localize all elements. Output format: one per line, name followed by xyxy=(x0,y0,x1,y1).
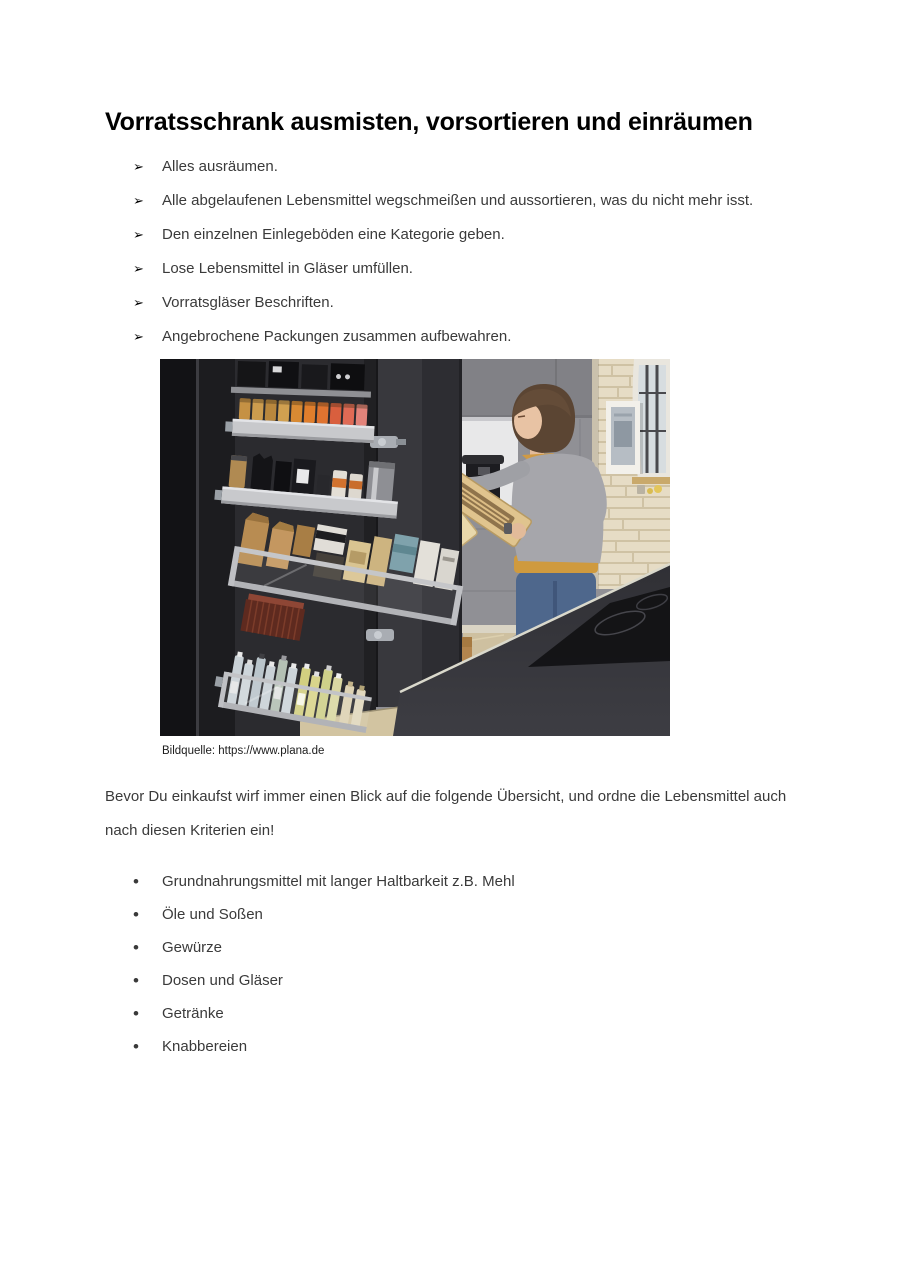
dot-bullet-icon: • xyxy=(133,938,139,957)
checklist-item-text: Alle abgelaufenen Lebensmittel wegschmeißen und aussortieren, was du nicht mehr isst. xyxy=(162,192,754,209)
arrow-bullet-icon: ➢ xyxy=(133,159,144,174)
checklist xyxy=(133,156,853,360)
category-item xyxy=(133,938,733,958)
checklist-item-text: Vorratsgläser Beschriften. xyxy=(162,294,334,311)
checklist-item xyxy=(133,156,853,177)
checklist-item-text: Alles ausräumen. xyxy=(162,158,278,175)
category-item xyxy=(133,1004,733,1024)
category-item xyxy=(133,971,733,991)
category-item-text: Dosen und Gläser xyxy=(162,972,283,989)
dot-bullet-icon: • xyxy=(133,905,139,924)
category-item xyxy=(133,905,733,925)
arrow-bullet-icon: ➢ xyxy=(133,261,144,276)
dot-bullet-icon: • xyxy=(133,1037,139,1056)
checklist-item xyxy=(133,292,853,313)
checklist-item xyxy=(133,224,853,245)
dot-bullet-icon: • xyxy=(133,971,139,990)
door-hinge-bottom xyxy=(366,629,394,641)
category-item-text: Knabbereien xyxy=(162,1038,248,1055)
cabinet-door xyxy=(376,359,462,707)
dot-bullet-icon: • xyxy=(133,1004,139,1023)
arrow-bullet-icon: ➢ xyxy=(133,193,144,208)
checklist-item-text: Lose Lebensmittel in Gläser umfüllen. xyxy=(162,260,413,277)
checklist-item xyxy=(133,326,853,347)
category-item-text: Gewürze xyxy=(162,939,223,956)
category-item xyxy=(133,872,733,892)
category-list xyxy=(133,872,733,1070)
category-item-text: Getränke xyxy=(162,1005,224,1022)
checklist-item-text: Den einzelnen Einlegeböden eine Kategorie geben. xyxy=(162,226,505,243)
category-item xyxy=(133,1037,733,1057)
arrow-bullet-icon: ➢ xyxy=(133,295,144,310)
pantry-photo xyxy=(160,359,670,757)
checklist-item-text: Angebrochene Packungen zusammen aufbewahren. xyxy=(162,328,512,345)
picture-frame xyxy=(606,401,643,474)
photo-caption: Bildquelle: https://www.plana.de xyxy=(162,745,325,757)
checklist-item xyxy=(133,190,853,211)
dot-bullet-icon: • xyxy=(133,872,139,891)
intro-paragraph: Bevor Du einkaufst wirf immer einen Blick auf die folgende Übersicht, und ordne die Lebensmittel auch nach diesen Kriterien ein! xyxy=(105,788,787,839)
category-item-text: Grundnahrungsmittel mit langer Haltbarkeit z.B. Mehl xyxy=(162,873,515,890)
page-title: Vorratsschrank ausmisten, vorsortieren und einräumen xyxy=(105,108,753,136)
right-hand xyxy=(510,523,526,539)
spice-shelf xyxy=(225,397,376,443)
category-item-text: Öle und Soßen xyxy=(162,906,263,923)
pantry-photo-illustration xyxy=(160,359,670,736)
arrow-bullet-icon: ➢ xyxy=(133,227,144,242)
wristwatch xyxy=(504,523,512,534)
lemon xyxy=(654,485,662,493)
arrow-bullet-icon: ➢ xyxy=(133,329,144,344)
checklist-item xyxy=(133,258,853,279)
